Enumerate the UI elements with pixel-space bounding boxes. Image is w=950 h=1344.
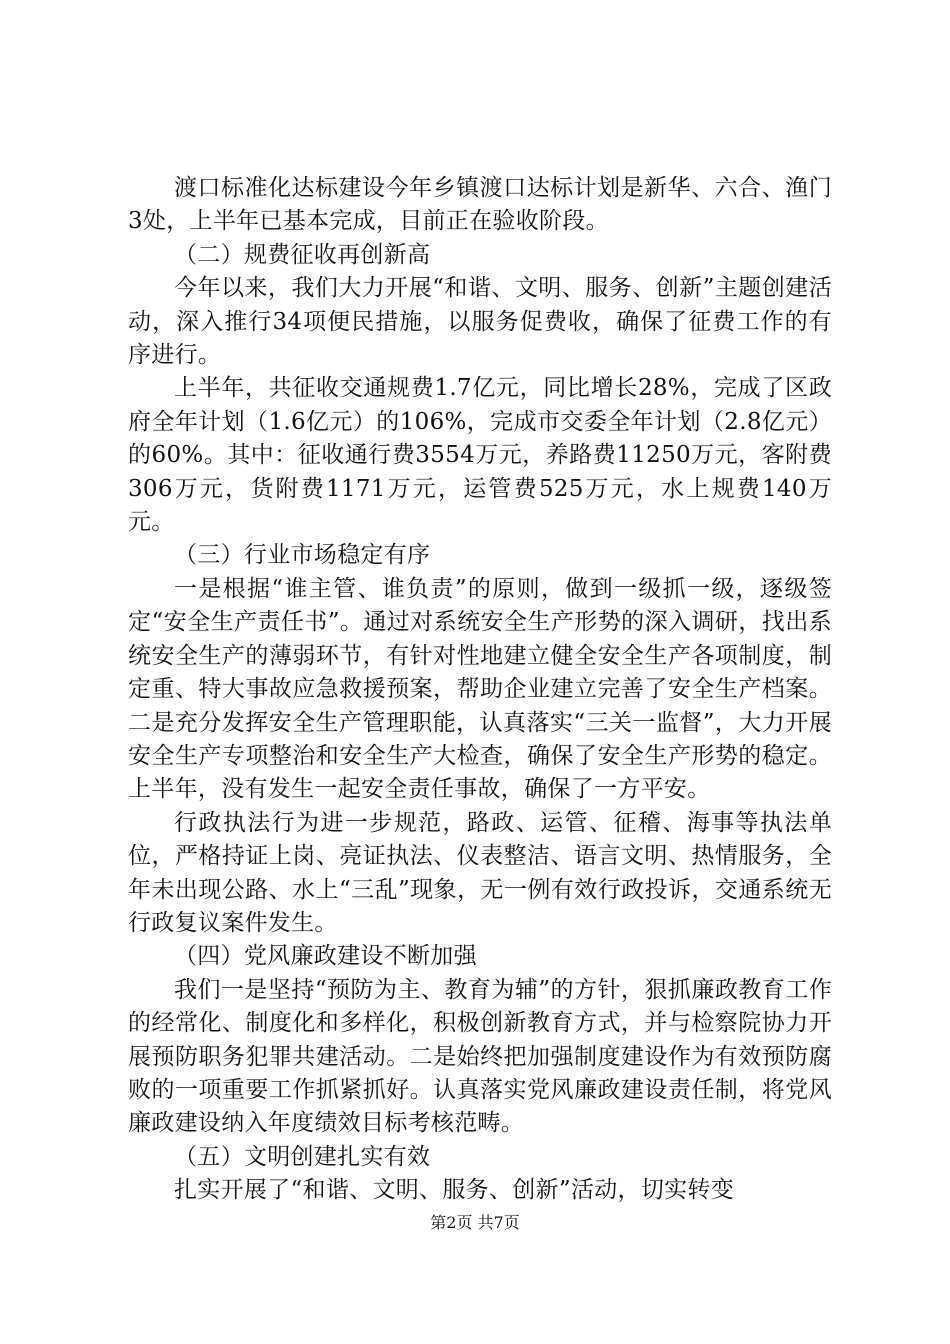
paragraph-civilization-activities: 扎实开展了“和谐、文明、服务、创新”活动，切实转变 xyxy=(174,1177,735,1204)
paragraph-ferry-standardization: 渡口标准化达标建设今年乡镇渡口达标计划是新华、六合、渔门3处，上半年已基本完成，目前正在验收阶段。 xyxy=(128,175,832,235)
paragraph-anti-corruption: 我们一是坚持“预防为主、教育为辅”的方针，狠抓廉政教育工作的经常化、制度化和多样化，积极创新教育方式，并与检察院协力开展预防职务犯罪共建活动。二是始终把加强制度建设作为有效预防腐败的一项重要工作抓紧抓好。认真落实党风廉政建设责任制，将党风廉政建设纳入年度绩效目标考核范畴。 xyxy=(128,976,832,1137)
paragraph-safety-production: 一是根据“谁主管、谁负责”的原则，做到一级抓一级，逐级签定“安全生产责任书”。通过对系统安全生产形势的深入调研，找出系统安全生产的薄弱环节，有针对性地建立健全安全生产各项制度，制定重、特大事故应急救援预案，帮助企业建立完善了安全生产档案。二是充分发挥安全生产管理职能，认真落实“三关一监督”，大力开展安全生产专项整治和安全生产大检查，确保了安全生产形势的稳定。上半年，没有发生一起安全责任事故，确保了一方平安。 xyxy=(128,575,832,803)
section-heading-market-stability: （三）行业市场稳定有序 xyxy=(174,542,431,569)
paragraph-theme-activities: 今年以来，我们大力开展“和谐、文明、服务、创新”主题创建活动，深入推行34项便民措施，以服务促费收，确保了征费工作的有序进行。 xyxy=(128,275,832,369)
paragraph-law-enforcement: 行政执法行为进一步规范，路政、运管、征稽、海事等执法单位，严格持证上岗、亮证执法、仪表整洁、语言文明、热情服务，全年未出现公路、水上“三乱”现象，无一例有效行政投诉，交通系统无行政复议案件发生。 xyxy=(128,809,832,936)
section-heading-integrity-building: （四）党风廉政建设不断加强 xyxy=(174,943,477,970)
document-body xyxy=(128,172,832,1208)
paragraph-fee-statistics: 上半年，共征收交通规费1.7亿元，同比增长28%，完成了区政府全年计划（1.6亿元）的106%，完成市交委全年计划（2.8亿元）的60%。其中：征收通行费3554万元，养路费11250万元，客附费306万元，货附费1171万元，运管费525万元，水上规费140万元。 xyxy=(128,375,832,536)
section-heading-civilization-building: （五）文明创建扎实有效 xyxy=(174,1143,431,1170)
section-heading-fee-collection: （二）规费征收再创新高 xyxy=(174,241,431,268)
page-number-footer: 第2页 共7页 xyxy=(430,1213,520,1232)
